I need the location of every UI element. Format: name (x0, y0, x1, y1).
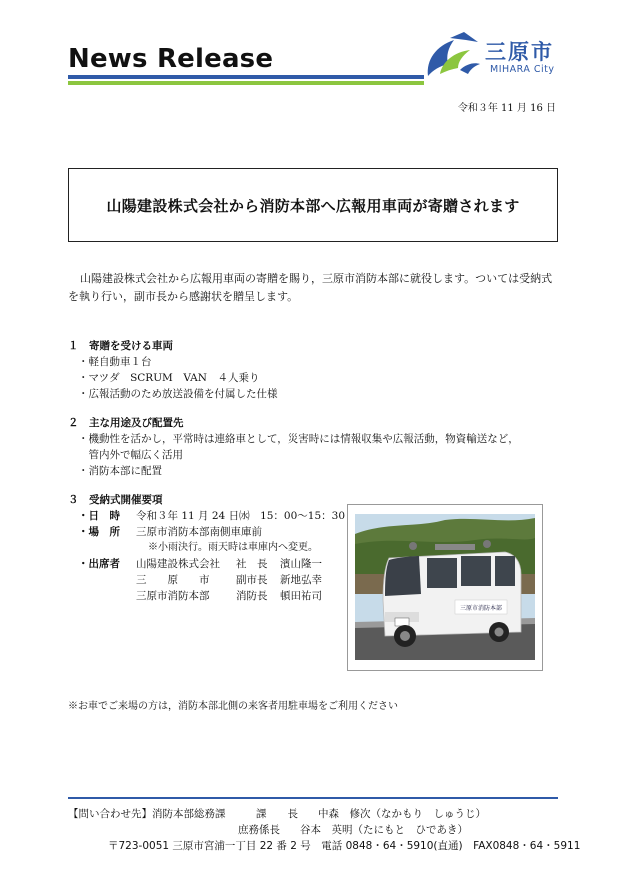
headline: 山陽建設株式会社から消防本部へ広報用車両が寄贈されます (106, 196, 520, 215)
header-rule (68, 75, 424, 85)
section-heading: ２ 主な用途及び配置先 (68, 417, 184, 429)
attendee-name: 頓田祐司 (280, 590, 322, 602)
list-item: ・軽自動車１台 (78, 356, 152, 368)
attendees-label: ・出席者 (78, 558, 120, 570)
section-vehicle (68, 338, 278, 402)
logo-text: 三原市 (485, 40, 554, 64)
attendee-role: 消防長 (236, 590, 268, 602)
intro-paragraph: 山陽建設株式会社から広報用車両の寄贈を賜り，三原市消防本部に就役します。ついては受納式を執り行い，副市長から感謝状を贈呈します。 (68, 272, 553, 303)
section-heading: １ 寄贈を受ける車両 (68, 340, 173, 352)
contact-label: 【問い合わせ先】 (68, 808, 152, 820)
mihara-logo-icon (420, 30, 482, 80)
list-item: ・マツダ SCRUM VAN ４人乗り (78, 372, 260, 384)
attendee-role: 社 長 (236, 558, 268, 570)
attendee-org: 三 原 市 (136, 574, 210, 586)
contact-title: 庶務係長 (238, 824, 280, 836)
contact-name: 中森 修次（なかもり しゅうじ） (318, 808, 486, 820)
contact-title: 課 長 (256, 808, 298, 820)
section-ceremony (68, 492, 348, 604)
section-heading: ３ 受納式開催要項 (68, 494, 163, 506)
news-release-title: News Release (68, 44, 274, 74)
vehicle-photo (355, 514, 535, 660)
footer-rule (68, 797, 558, 799)
attendee-role: 副市長 (236, 574, 268, 586)
logo-subtext: MIHARA City (490, 64, 555, 75)
list-item: ・広報活動のため放送設備を付属した仕様 (78, 388, 278, 400)
list-item: 管内外で幅広く活用 (78, 449, 183, 461)
attendee-name: 濱山隆一 (280, 558, 322, 570)
contact-footer (68, 806, 580, 854)
date-label: ・日 時 (78, 510, 120, 522)
place-value: 三原市消防本部南側車庫前 (136, 526, 262, 538)
vehicle-photo-frame (347, 504, 543, 671)
place-note: ※小雨決行。雨天時は車庫内へ変更。 (148, 542, 318, 553)
attendee-org: 山陽建設株式会社 (136, 558, 220, 570)
section-usage (68, 415, 519, 479)
list-item: ・機動性を活かし，平常時は連絡車として，災害時には情報収集や広報活動，物資輸送など， (78, 433, 519, 445)
place-label: ・場 所 (78, 526, 120, 538)
vehicle-door-text: 三原市消防本部 (459, 605, 503, 612)
list-item: ・消防本部に配置 (78, 465, 162, 477)
release-date: 令和３年 11 月 16 日 (457, 103, 556, 114)
date-value: 令和３年 11 月 24 日㈬ 15：00～15：30 (136, 510, 346, 522)
parking-note: ※お車でご来場の方は，消防本部北側の来客者用駐車場をご利用ください (68, 701, 398, 712)
contact-dept: 消防本部総務課 (152, 808, 226, 820)
headline-box (68, 168, 558, 242)
contact-name: 谷本 英明（たにもと ひであき） (300, 824, 468, 836)
contact-address: 〒723-0051 三原市宮浦一丁目 22 番 2 号 電話 0848・64・5910(直通) FAX0848・64・5911 (108, 840, 581, 852)
attendee-org: 三原市消防本部 (136, 590, 210, 602)
attendee-name: 新地弘幸 (280, 574, 322, 586)
